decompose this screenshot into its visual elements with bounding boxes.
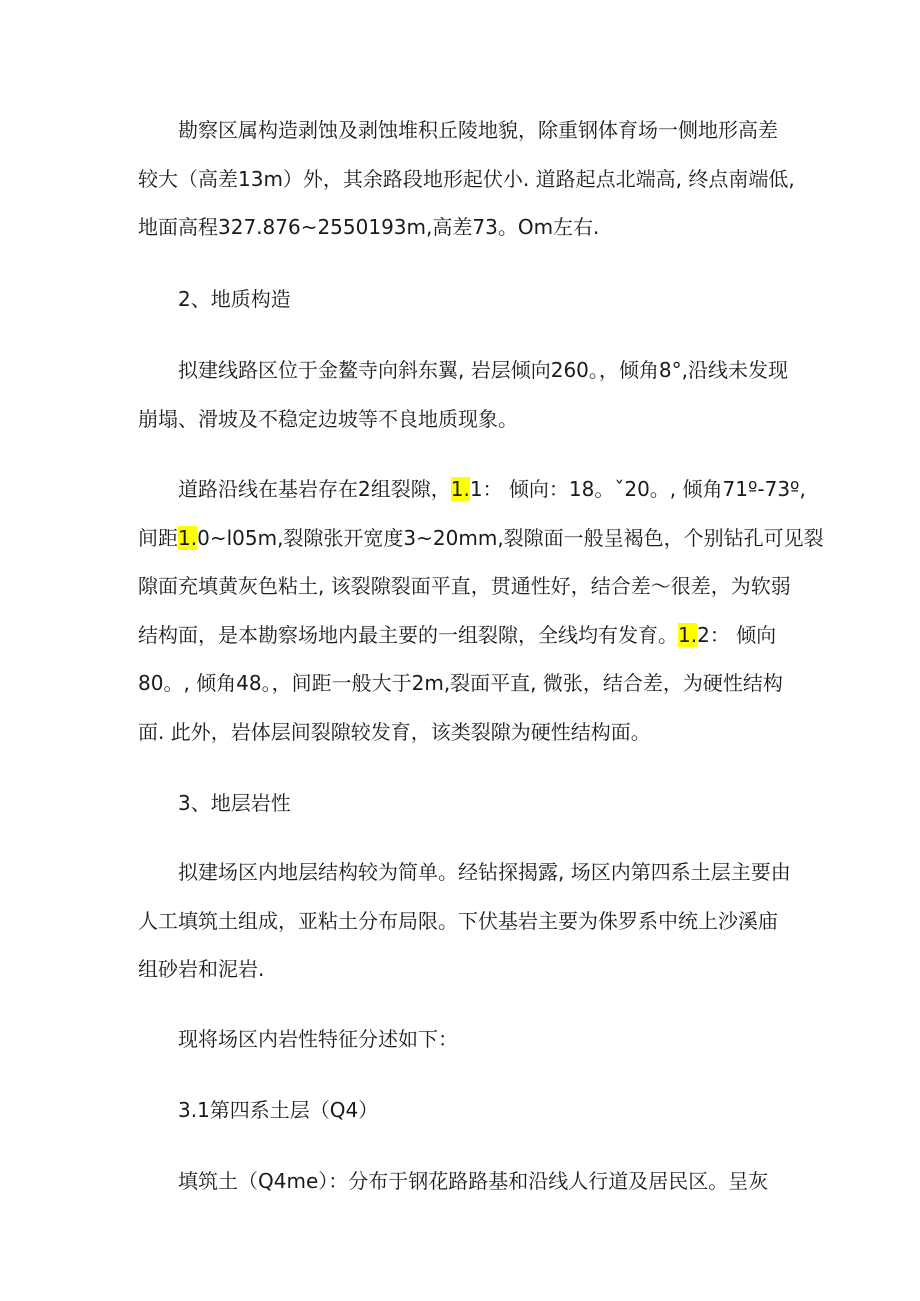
heading-quaternary — [138, 1086, 788, 1135]
text-line: 隙面充填黄灰色粘土, 该裂隙裂面平直，贯通性好，结合差～很差，为软弱 — [138, 574, 791, 598]
text-line — [138, 514, 824, 563]
heading-text: 3.1第四系土层（Q4） — [178, 1098, 379, 1122]
text-line: 地面高程327.876~2550193m,高差73。Om左右. — [138, 215, 600, 239]
highlight-mark: 1. — [678, 622, 698, 647]
text-line: 勘察区属构造剥蚀及剥蚀堆积丘陵地貌，除重钢体育场一侧地形高差 — [178, 118, 778, 142]
highlight-mark: 1. — [450, 477, 470, 501]
text-segment: 结构面，是本勘察场地内最主要的一组裂隙，全线均有发育。 — [138, 622, 678, 647]
text-line: 填筑土（Q4me）：分布于钢花路路基和沿线人行道及居民区。呈灰 — [178, 1169, 769, 1193]
paragraph-strata — [138, 848, 791, 994]
paragraph-fill-soil — [138, 1157, 788, 1206]
heading-geologic-structure — [138, 275, 788, 324]
highlight-mark: 1. — [178, 525, 198, 550]
text-line: 拟建线路区位于金鳌寺向斜东翼, 岩层倾向260。，倾角8°,沿线未发现 — [178, 358, 788, 382]
text-line — [138, 611, 788, 660]
heading-text: 2、地质构造 — [178, 287, 291, 311]
text-segment: 道路沿线在基岩存在2组裂隙， — [178, 477, 451, 501]
text-line — [138, 465, 806, 514]
paragraph-intro — [138, 1015, 788, 1064]
heading-stratigraphy — [138, 779, 788, 828]
text-segment: 间距 — [138, 525, 178, 550]
text-line: 组砂岩和泥岩. — [138, 957, 265, 981]
text-line: 拟建场区内地层结构较为简单。经钻探揭露, 场区内第四系土层主要由 — [178, 860, 791, 884]
text-segment: 0~l05m,裂隙张开宽度3~20mm,裂隙面一般呈褐色，个别钻孔可见裂 — [197, 525, 824, 550]
paragraph-landform — [138, 106, 795, 252]
heading-text: 3、地层岩性 — [178, 791, 291, 815]
text-line: 崩塌、滑坡及不稳定边坡等不良地质现象。 — [138, 406, 518, 431]
text-line: 较大（高差13m）外，其余路段地形起伏小. 道路起点北端高, 终点南端低, — [138, 166, 795, 191]
text-line: 人工填筑土组成，亚粘土分布局限。下伏基岩主要为侏罗系中统上沙溪庙 — [138, 908, 778, 933]
paragraph-fissures — [138, 465, 824, 756]
text-segment: 1： 倾向：18。ˇ20。, 倾角71º-73º, — [469, 477, 806, 501]
text-line: 现将场区内岩性特征分述如下： — [178, 1027, 458, 1051]
text-line: 面. 此外，岩体层间裂隙较发育，该类裂隙为硬性结构面。 — [138, 719, 651, 744]
text-segment: 2： 倾向 — [697, 622, 777, 647]
paragraph-structure — [138, 346, 788, 443]
text-line: 80。, 倾角48。，间距一般大于2m,裂面平直, 微张，结合差，为硬性结构 — [138, 671, 783, 695]
